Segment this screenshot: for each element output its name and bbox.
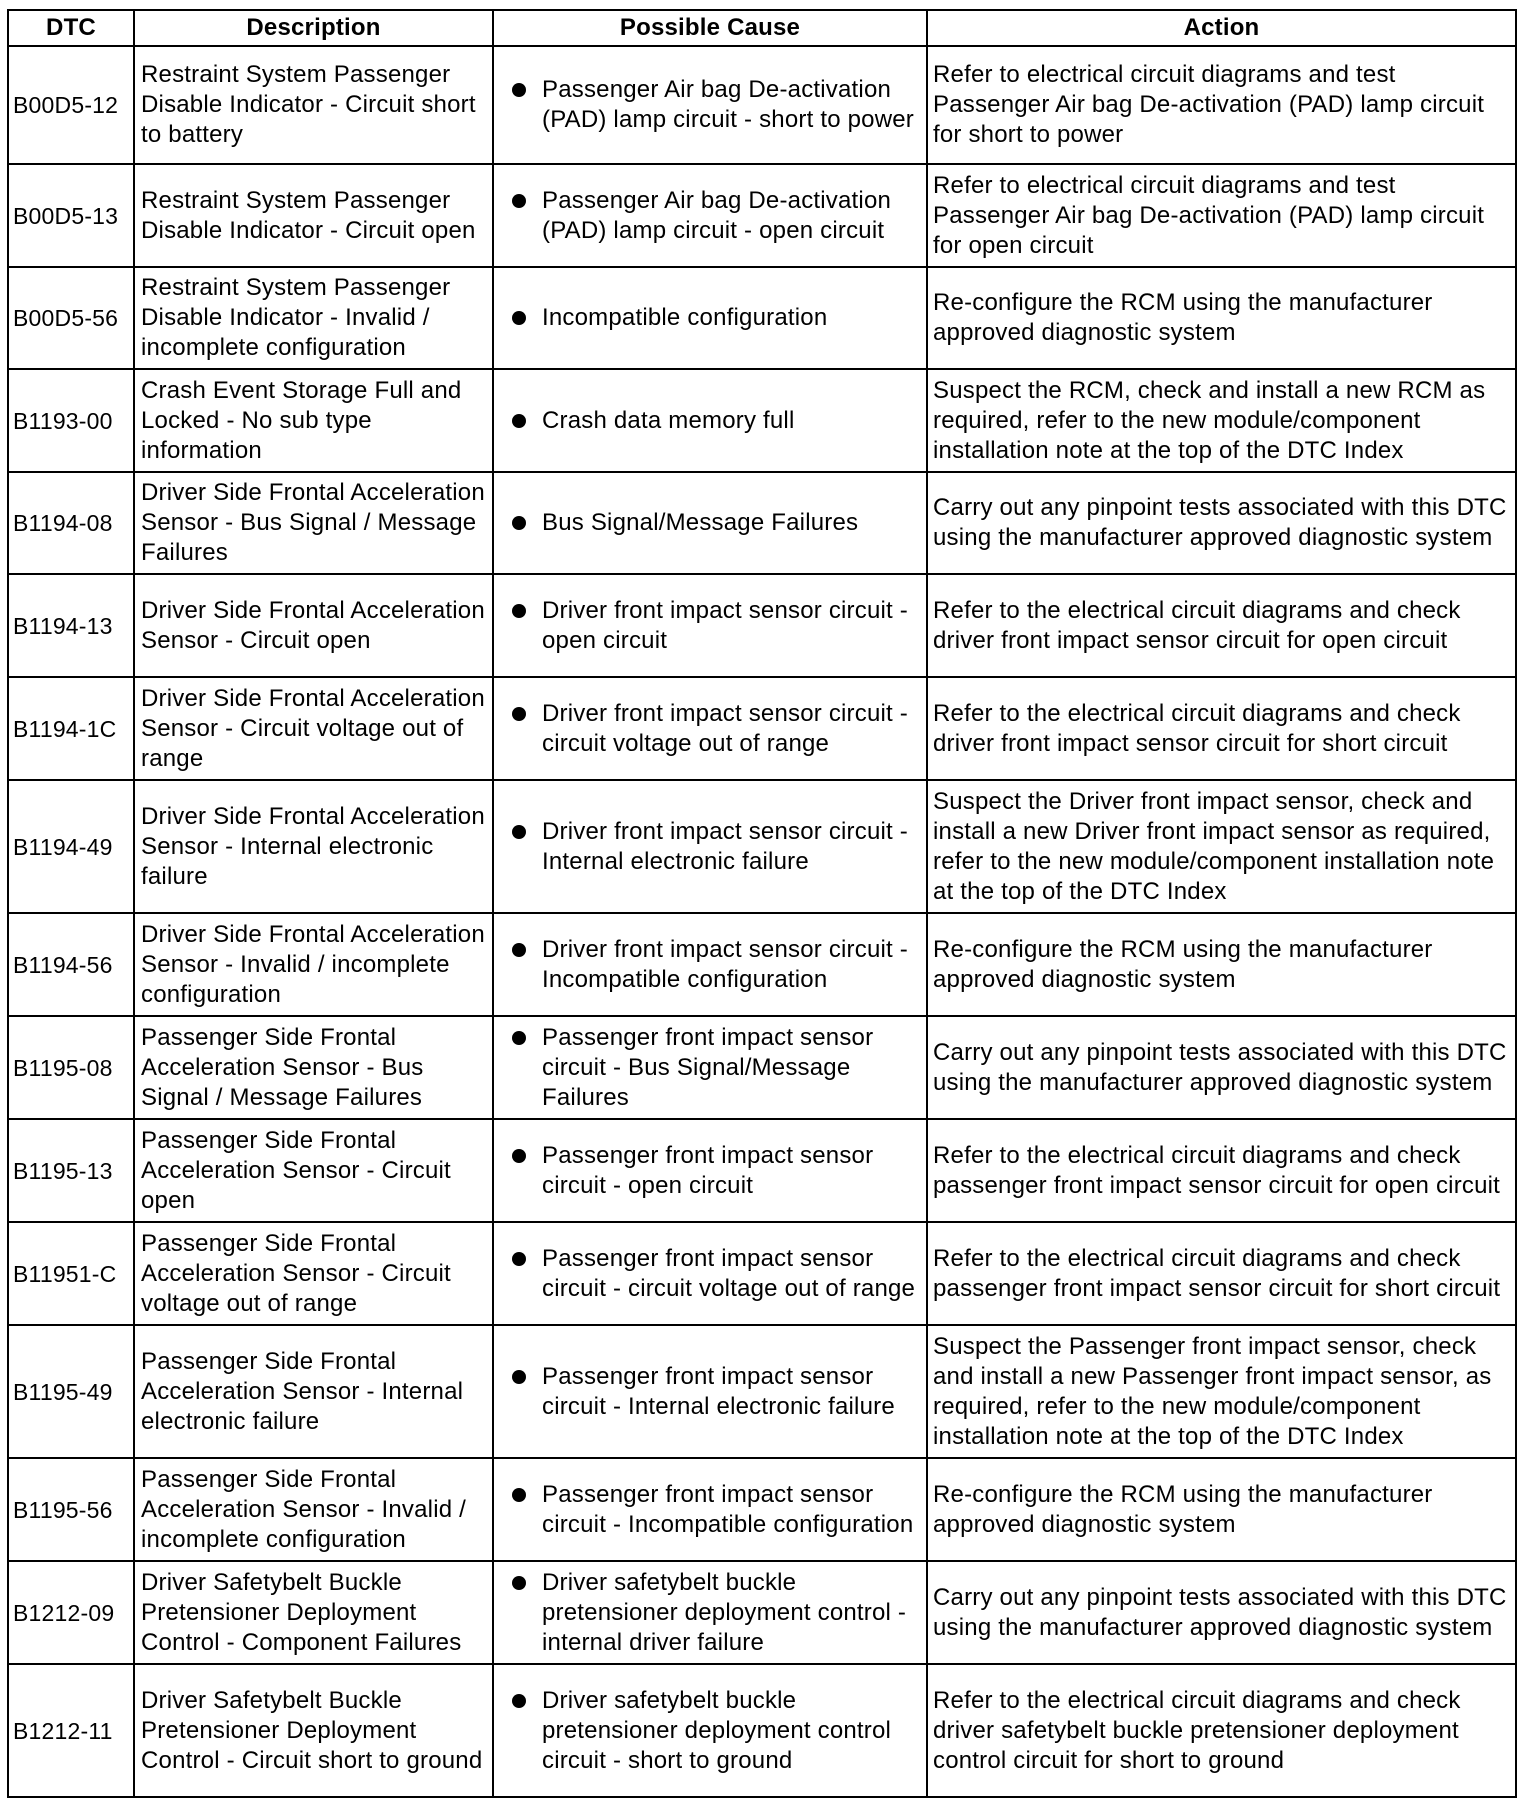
table-row: [8, 164, 1516, 267]
action-text: Carry out any pinpoint tests associated with this DTC using the manufacturer approved diagnostic system: [927, 472, 1516, 574]
dtc-code: B11951-C: [8, 1222, 134, 1325]
possible-cause-cell: [493, 1016, 927, 1119]
possible-cause-text: Passenger front impact sensor circuit - circuit voltage out of range: [542, 1244, 916, 1302]
possible-cause-text: Passenger Air bag De-activation (PAD) lamp circuit - open circuit: [542, 186, 892, 244]
table-row: [8, 1119, 1516, 1222]
cause-bullet-item: [498, 186, 922, 246]
possible-cause-text: Driver front impact sensor circuit - Internal electronic failure: [542, 817, 908, 875]
table-header: [8, 10, 1516, 46]
dtc-description: Driver Side Frontal Acceleration Sensor - Circuit open: [134, 574, 493, 677]
dtc-description: Driver Side Frontal Acceleration Sensor - Invalid / incomplete configuration: [134, 913, 493, 1016]
table-body: [8, 46, 1516, 1797]
header-action: Action: [927, 10, 1516, 46]
bullet-icon: [512, 1252, 526, 1266]
bullet-icon: [512, 1370, 526, 1384]
cause-bullet-item: [498, 1141, 922, 1201]
bullet-icon: [512, 1031, 526, 1045]
bullet-icon: [512, 516, 526, 530]
table-row: [8, 1561, 1516, 1664]
action-text: Carry out any pinpoint tests associated with this DTC using the manufacturer approved diagnostic system: [927, 1561, 1516, 1664]
table-row: [8, 574, 1516, 677]
cause-bullet-item: [498, 817, 922, 877]
action-text: Refer to the electrical circuit diagrams and check passenger front impact sensor circuit for short circuit: [927, 1222, 1516, 1325]
action-text: Refer to the electrical circuit diagrams and check driver front impact sensor circuit for short circuit: [927, 677, 1516, 780]
table-row: [8, 1325, 1516, 1458]
cause-bullet-item: [498, 303, 922, 333]
possible-cause-cell: [493, 1325, 927, 1458]
cause-bullet-item: [498, 1023, 922, 1113]
possible-cause-text: Passenger front impact sensor circuit - Internal electronic failure: [542, 1362, 895, 1420]
cause-bullet-item: [498, 1480, 922, 1540]
possible-cause-cell: [493, 1561, 927, 1664]
action-text: Refer to electrical circuit diagrams and test Passenger Air bag De-activation (PAD) lamp circuit for open circuit: [927, 164, 1516, 267]
header-dtc: DTC: [8, 10, 134, 46]
dtc-code: B1194-1C: [8, 677, 134, 780]
dtc-code: B1195-56: [8, 1458, 134, 1561]
possible-cause-text: Passenger front impact sensor circuit - open circuit: [542, 1141, 874, 1199]
dtc-code: B1194-13: [8, 574, 134, 677]
dtc-table: [7, 9, 1517, 1798]
cause-bullet-item: [498, 1568, 922, 1658]
possible-cause-text: Bus Signal/Message Failures: [542, 509, 859, 536]
possible-cause-cell: [493, 1664, 927, 1797]
bullet-icon: [512, 825, 526, 839]
bullet-icon: [512, 604, 526, 618]
dtc-description: Driver Side Frontal Acceleration Sensor - Circuit voltage out of range: [134, 677, 493, 780]
possible-cause-cell: [493, 574, 927, 677]
possible-cause-text: Passenger Air bag De-activation (PAD) lamp circuit - short to power: [542, 76, 914, 133]
dtc-description: Restraint System Passenger Disable Indicator - Circuit open: [134, 164, 493, 267]
cause-bullet-item: [498, 699, 922, 759]
possible-cause-cell: [493, 46, 927, 164]
possible-cause-cell: [493, 1222, 927, 1325]
action-text: Suspect the RCM, check and install a new RCM as required, refer to the new module/component installation note at the top of the DTC Index: [927, 369, 1516, 472]
bullet-icon: [512, 311, 526, 325]
table-row: [8, 46, 1516, 164]
table-row: [8, 1458, 1516, 1561]
dtc-description: Driver Safetybelt Buckle Pretensioner Deployment Control - Component Failures: [134, 1561, 493, 1664]
bullet-icon: [512, 83, 526, 97]
action-text: Refer to the electrical circuit diagrams and check driver front impact sensor circuit for open circuit: [927, 574, 1516, 677]
possible-cause-text: Driver front impact sensor circuit - open circuit: [542, 596, 908, 654]
dtc-description: Passenger Side Frontal Acceleration Sensor - Circuit voltage out of range: [134, 1222, 493, 1325]
possible-cause-text: Passenger front impact sensor circuit - Incompatible configuration: [542, 1480, 914, 1538]
table-row: [8, 677, 1516, 780]
dtc-description: Passenger Side Frontal Acceleration Sensor - Bus Signal / Message Failures: [134, 1016, 493, 1119]
table-row: [8, 369, 1516, 472]
header-row: [8, 10, 1516, 46]
cause-bullet-item: [498, 75, 922, 135]
possible-cause-text: Passenger front impact sensor circuit - Bus Signal/Message Failures: [542, 1023, 874, 1111]
bullet-icon: [512, 1694, 526, 1708]
dtc-description: Restraint System Passenger Disable Indicator - Invalid / incomplete configuration: [134, 267, 493, 369]
action-text: Refer to the electrical circuit diagrams and check passenger front impact sensor circuit for open circuit: [927, 1119, 1516, 1222]
table-row: [8, 1222, 1516, 1325]
cause-bullet-item: [498, 1686, 922, 1776]
possible-cause-text: Incompatible configuration: [542, 304, 828, 331]
dtc-code: B1212-09: [8, 1561, 134, 1664]
possible-cause-cell: [493, 164, 927, 267]
dtc-description: Passenger Side Frontal Acceleration Sensor - Circuit open: [134, 1119, 493, 1222]
table-row: [8, 780, 1516, 913]
table-row: [8, 913, 1516, 1016]
cause-bullet-item: [498, 596, 922, 656]
bullet-icon: [512, 194, 526, 208]
dtc-code: B1195-08: [8, 1016, 134, 1119]
dtc-code: B1194-08: [8, 472, 134, 574]
action-text: Re-configure the RCM using the manufacturer approved diagnostic system: [927, 913, 1516, 1016]
dtc-description: Passenger Side Frontal Acceleration Sensor - Internal electronic failure: [134, 1325, 493, 1458]
possible-cause-cell: [493, 913, 927, 1016]
dtc-code: B1193-00: [8, 369, 134, 472]
dtc-code: B00D5-12: [8, 46, 134, 164]
dtc-code: B00D5-56: [8, 267, 134, 369]
cause-bullet-item: [498, 508, 922, 538]
dtc-code: B1195-49: [8, 1325, 134, 1458]
cause-bullet-item: [498, 1362, 922, 1422]
possible-cause-cell: [493, 1119, 927, 1222]
bullet-icon: [512, 707, 526, 721]
action-text: Carry out any pinpoint tests associated with this DTC using the manufacturer approved diagnostic system: [927, 1016, 1516, 1119]
header-description: Description: [134, 10, 493, 46]
bullet-icon: [512, 414, 526, 428]
dtc-code: B1212-11: [8, 1664, 134, 1797]
possible-cause-text: Driver safetybelt buckle pretensioner deployment control circuit - short to ground: [542, 1686, 892, 1774]
possible-cause-text: Driver front impact sensor circuit - circuit voltage out of range: [542, 699, 908, 757]
dtc-description: Passenger Side Frontal Acceleration Sensor - Invalid / incomplete configuration: [134, 1458, 493, 1561]
bullet-icon: [512, 1149, 526, 1163]
dtc-description: Driver Safetybelt Buckle Pretensioner Deployment Control - Circuit short to ground: [134, 1664, 493, 1797]
table-row: [8, 1016, 1516, 1119]
table-row: [8, 472, 1516, 574]
possible-cause-cell: [493, 780, 927, 913]
action-text: Re-configure the RCM using the manufacturer approved diagnostic system: [927, 1458, 1516, 1561]
action-text: Re-configure the RCM using the manufacturer approved diagnostic system: [927, 267, 1516, 369]
table-row: [8, 1664, 1516, 1797]
dtc-description: Driver Side Frontal Acceleration Sensor - Bus Signal / Message Failures: [134, 472, 493, 574]
bullet-icon: [512, 1576, 526, 1590]
action-text: Suspect the Passenger front impact sensor, check and install a new Passenger front impact sensor, as required, refer to the new module/component installation note at the top of the DTC Index: [927, 1325, 1516, 1458]
possible-cause-text: Crash data memory full: [542, 406, 795, 434]
dtc-code: B1194-49: [8, 780, 134, 913]
header-possible-cause: Possible Cause: [493, 10, 927, 46]
action-text: Suspect the Driver front impact sensor, check and install a new Driver front impact sensor as required, refer to the new module/component installation note at the top of the DTC Index: [927, 780, 1516, 913]
action-text: Refer to the electrical circuit diagrams and check driver safetybelt buckle pretensioner deployment control circuit for short to ground: [927, 1664, 1516, 1797]
action-text: Refer to electrical circuit diagrams and test Passenger Air bag De-activation (PAD) lamp circuit for short to power: [927, 46, 1516, 164]
possible-cause-text: Driver front impact sensor circuit - Incompatible configuration: [542, 935, 908, 993]
dtc-code: B1195-13: [8, 1119, 134, 1222]
possible-cause-cell: [493, 472, 927, 574]
cause-bullet-item: [498, 935, 922, 995]
possible-cause-cell: [493, 369, 927, 472]
bullet-icon: [512, 943, 526, 957]
dtc-description: Restraint System Passenger Disable Indicator - Circuit short to battery: [134, 46, 493, 164]
dtc-code: B00D5-13: [8, 164, 134, 267]
possible-cause-cell: [493, 1458, 927, 1561]
cause-bullet-item: [498, 406, 922, 436]
dtc-code: B1194-56: [8, 913, 134, 1016]
possible-cause-cell: [493, 267, 927, 369]
possible-cause-text: Driver safetybelt buckle pretensioner deployment control - internal driver failure: [542, 1568, 907, 1656]
cause-bullet-item: [498, 1244, 922, 1304]
possible-cause-cell: [493, 677, 927, 780]
bullet-icon: [512, 1488, 526, 1502]
dtc-description: Driver Side Frontal Acceleration Sensor - Internal electronic failure: [134, 780, 493, 913]
dtc-description: Crash Event Storage Full and Locked - No sub type information: [134, 369, 493, 472]
table-row: [8, 267, 1516, 369]
